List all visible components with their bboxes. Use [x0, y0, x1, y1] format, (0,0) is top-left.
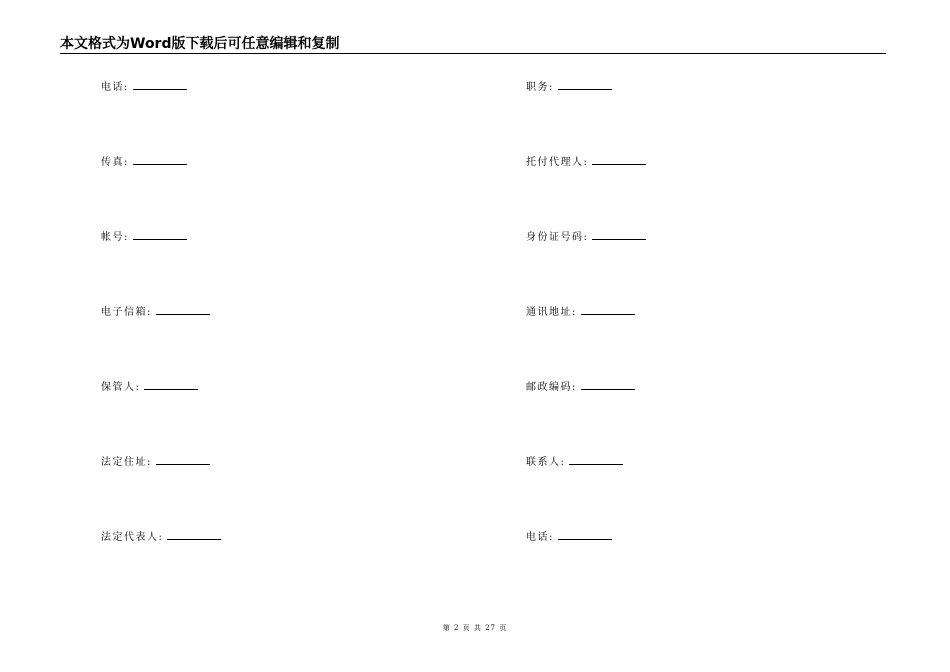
field-label: 传真: [101, 157, 129, 168]
blank-line [156, 455, 210, 465]
field-mailing-address [526, 305, 635, 319]
blank-line [144, 380, 198, 390]
field-label: 职务: [526, 82, 554, 93]
field-label: 帐号: [101, 232, 129, 243]
field-contact [526, 455, 623, 469]
field-label: 托付代理人: [526, 157, 589, 168]
field-label: 电子信箱: [101, 307, 152, 318]
field-label: 法定代表人: [101, 532, 164, 543]
blank-line [558, 530, 612, 540]
field-label: 身份证号码: [526, 232, 589, 243]
field-label: 法定住址: [101, 457, 152, 468]
blank-line [133, 155, 187, 165]
field-phone-2 [526, 530, 612, 544]
blank-line [558, 80, 612, 90]
field-label: 邮政编码: [526, 382, 577, 393]
field-label: 保管人: [101, 382, 141, 393]
field-agent [526, 155, 646, 169]
blank-line [581, 305, 635, 315]
field-email [101, 305, 210, 319]
field-id-number [526, 230, 646, 244]
document-header: 本文格式为Word版下载后可任意编辑和复制 [60, 36, 886, 54]
page-number: 第 2 页 共 27 页 [442, 624, 508, 632]
field-position [526, 80, 612, 94]
field-fax [101, 155, 187, 169]
blank-line [133, 80, 187, 90]
field-phone [101, 80, 187, 94]
blank-line [569, 455, 623, 465]
blank-line [156, 305, 210, 315]
field-label: 联系人: [526, 457, 566, 468]
field-postal-code [526, 380, 635, 394]
blank-line [592, 230, 646, 240]
blank-line [592, 155, 646, 165]
field-legal-representative [101, 530, 221, 544]
field-label: 电话: [101, 82, 129, 93]
field-custodian [101, 380, 198, 394]
field-label: 通讯地址: [526, 307, 577, 318]
field-legal-address [101, 455, 210, 469]
blank-line [581, 380, 635, 390]
field-label: 电话: [526, 532, 554, 543]
blank-line [133, 230, 187, 240]
blank-line [167, 530, 221, 540]
field-account [101, 230, 187, 244]
